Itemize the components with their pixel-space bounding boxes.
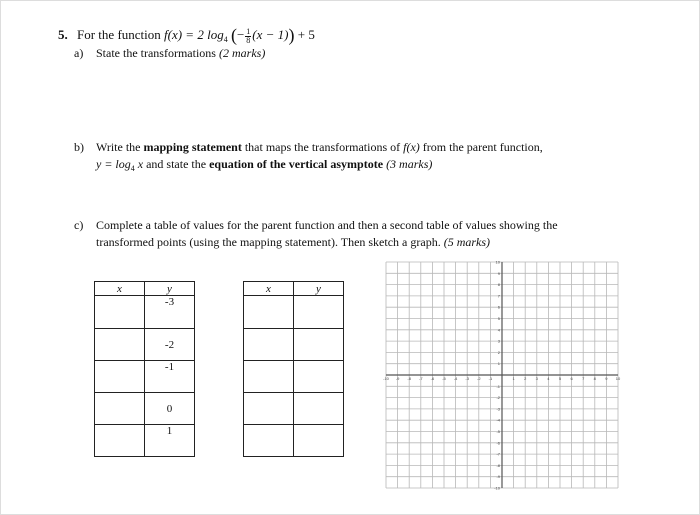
y-tick-label: -7: [496, 451, 500, 457]
table2-header-y: y: [294, 282, 344, 296]
y-tick-label: 8: [497, 282, 500, 288]
y-tick-label: -2: [496, 395, 500, 401]
function-lhs: f(x) = 2 log: [164, 27, 224, 42]
table-row: [95, 361, 195, 393]
y-tick-label: 1: [497, 361, 500, 367]
x-tick-label: -7: [419, 376, 423, 381]
table2-y-cell[interactable]: [294, 393, 344, 425]
transformed-table: [243, 281, 344, 457]
x-tick-label: -8: [407, 376, 411, 381]
x-tick-label: 6: [570, 376, 573, 381]
fraction-numerator: 1: [246, 26, 251, 36]
part-a-marks: (2 marks): [218, 46, 266, 60]
question-number: 5.: [58, 27, 68, 42]
table2-y-cell[interactable]: [294, 329, 344, 361]
grid-svg[interactable]: [383, 259, 621, 491]
table-row: [95, 425, 195, 457]
vertical-asymptote-bold: equation of the vertical asymptote: [209, 157, 384, 171]
table2-x-cell[interactable]: [244, 425, 294, 457]
coordinate-grid[interactable]: [383, 259, 621, 491]
inner-sign: −: [236, 27, 245, 42]
y-tick-label: -5: [496, 429, 500, 434]
x-tick-label: -4: [453, 376, 458, 381]
y-tick-label: -4: [496, 417, 500, 423]
fraction: [245, 28, 251, 45]
y-tick-label: -8: [496, 462, 500, 468]
table-row: [244, 329, 344, 361]
table2-x-cell[interactable]: [244, 393, 294, 425]
y-tick-label: 6: [497, 304, 500, 310]
x-tick-label: 7: [582, 376, 585, 381]
table1-y-cell: -1: [145, 361, 195, 393]
table-row: [95, 329, 195, 361]
table2-y-cell[interactable]: [294, 361, 344, 393]
x-tick-label: -10: [383, 376, 389, 381]
table-row: [244, 425, 344, 457]
function-tail: + 5: [297, 27, 315, 42]
x-tick-label: 4: [547, 376, 550, 381]
y-tick-label: 7: [497, 293, 500, 299]
part-c-line2: transformed points (using the mapping statement). Then sketch a graph.: [96, 235, 441, 249]
y-tick-label: -6: [496, 440, 500, 446]
table2-x-cell[interactable]: [244, 361, 294, 393]
part-c-marks: (5 marks): [443, 235, 491, 249]
y-tick-label: 9: [497, 270, 500, 276]
y-tick-label: 3: [497, 338, 500, 344]
part-b-marks: (3 marks): [386, 157, 433, 171]
part-c-line1: Complete a table of values for the parent function and then a second table of values showing the: [96, 218, 558, 232]
table1-x-cell[interactable]: [95, 329, 145, 361]
table-row: [244, 393, 344, 425]
table1-x-cell[interactable]: [95, 425, 145, 457]
x-tick-label: -6: [430, 376, 435, 381]
table2-x-cell[interactable]: [244, 329, 294, 361]
x-tick-label: 8: [593, 376, 596, 381]
table2-header-x: x: [244, 282, 294, 296]
table-row: [95, 296, 195, 329]
table1-x-cell[interactable]: [95, 361, 145, 393]
table-row: [244, 296, 344, 329]
y-tick-label: -1: [496, 383, 500, 389]
x-tick-label: -2: [477, 376, 481, 381]
table1-header-x: x: [95, 282, 145, 296]
table1-y-cell: -2: [145, 329, 195, 361]
table2-x-cell[interactable]: [244, 296, 294, 329]
part-a-label: a): [74, 46, 84, 60]
parent-table: [94, 281, 195, 457]
x-tick-label: 5: [558, 376, 562, 381]
y-tick-label: 10: [495, 259, 500, 265]
x-tick-label: 1: [512, 376, 515, 381]
table1-y-cell: 0: [145, 393, 195, 425]
parent-function: y = log: [96, 157, 131, 171]
part-b: b) Write the mapping statement that maps the transformations of f(x) from the parent function, $y = \log_4 x$ and state the equation of the vertical asymptote (3 marks): [74, 140, 543, 173]
table1-x-cell[interactable]: [95, 296, 145, 329]
y-tick-label: 2: [497, 349, 500, 355]
x-tick-label: -9: [395, 376, 400, 381]
part-b-label: b): [74, 140, 84, 154]
table1-y-cell: 1: [145, 425, 195, 457]
table1-x-cell[interactable]: [95, 393, 145, 425]
y-tick-label: -3: [496, 406, 500, 412]
part-a: [74, 45, 265, 62]
table-row: [95, 393, 195, 425]
y-tick-label: -10: [494, 485, 500, 491]
log-base: 4: [223, 35, 228, 44]
table1-y-cell: -3: [145, 296, 195, 329]
y-tick-label: 4: [497, 327, 500, 333]
y-tick-label: -9: [496, 474, 500, 480]
mapping-statement-bold: mapping statement: [143, 140, 242, 154]
inner-rest: (x − 1): [252, 27, 289, 42]
x-tick-label: 10: [615, 376, 621, 381]
question-5-header: 5. For the function f(x) = 2 $\log_4$ (− $\frac{1}{8}$ (x − 1)) + 5: [58, 25, 315, 45]
question-intro: For the function: [77, 27, 161, 42]
table2-y-cell[interactable]: [294, 296, 344, 329]
x-tick-label: 2: [524, 376, 527, 381]
x-tick-label: 9: [605, 376, 608, 381]
x-tick-label: 3: [535, 376, 538, 381]
part-c: [74, 217, 654, 251]
y-tick-label: 5: [497, 316, 500, 321]
x-tick-label: -3: [465, 376, 469, 381]
x-tick-label: -1: [488, 376, 493, 381]
x-tick-label: -5: [442, 376, 446, 381]
fraction-denominator: 8: [246, 35, 251, 45]
table2-y-cell[interactable]: [294, 425, 344, 457]
table-row: [244, 361, 344, 393]
part-a-text: State the transformations: [96, 46, 216, 60]
table1-header-y: y: [145, 282, 195, 296]
part-c-label: c): [74, 218, 84, 232]
